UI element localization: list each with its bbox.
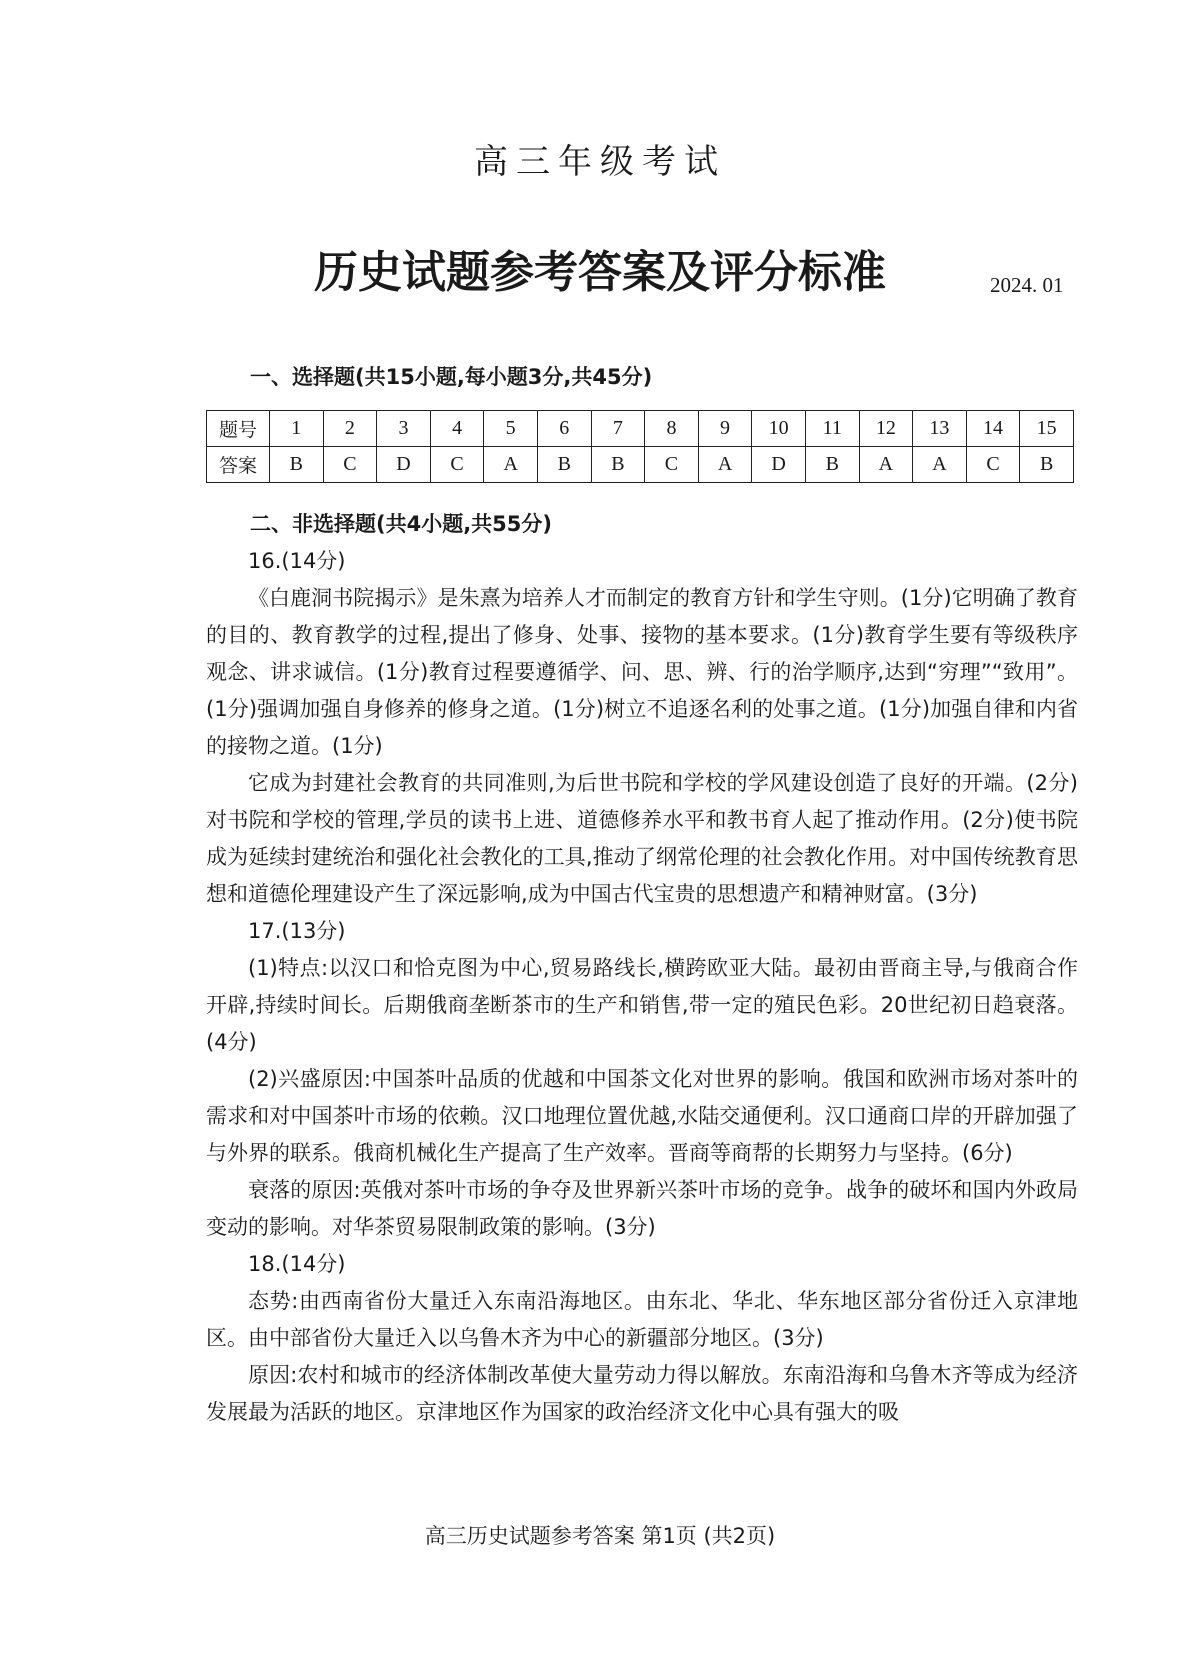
answer-paragraph: 态势:由西南省份大量迁入东南沿海地区。由东北、华北、华东地区部分省份迁入京津地区。由中部省份大量迁入以乌鲁木齐为中心的新疆部分地区。(3分) [206, 1289, 1078, 1350]
answer-cell: B [591, 447, 645, 483]
answer-cell: B [537, 447, 591, 483]
answer-cell: C [645, 447, 699, 483]
question-17-label: 17.(13分) [248, 919, 346, 943]
answer-table [206, 410, 1074, 483]
document-date: 2024. 01 [990, 273, 1064, 297]
answer-cell: A [913, 447, 967, 483]
section2-heading: 二、非选择题(共4小题,共55分) [250, 512, 553, 536]
answer-cell: C [966, 447, 1020, 483]
answer-cell: C [323, 447, 377, 483]
exam-title: 高三年级考试 [474, 142, 726, 182]
question-16-label: 16.(14分) [248, 549, 346, 573]
question-number-cell: 8 [645, 411, 699, 447]
answer-paragraph: 《白鹿洞书院揭示》是朱熹为培养人才而制定的教育方针和学生守则。(1分)它明确了教育的目的、教育教学的过程,提出了修身、处事、接物的基本要求。(1分)教育学生要有等级秩序观念、讲求诚信。(1分)教育过程要遵循学、问、思、辨、行的治学顺序,达到“穷理”“致用”。(1分)强调加强自身修养的修身之道。(1分)树立不追逐名利的处事之道。(1分)加强自律和内省的接物之道。(1分) [206, 586, 1078, 758]
question-number-row [207, 411, 1074, 447]
question-number-cell: 6 [537, 411, 591, 447]
answer-cell: A [859, 447, 913, 483]
answer-cell: B [805, 447, 859, 483]
question-number-cell: 12 [859, 411, 913, 447]
document-title: 历史试题参考答案及评分标准 [314, 247, 886, 298]
answer-paragraph: (1)特点:以汉口和恰克图为中心,贸易路线长,横跨欧亚大陆。最初由晋商主导,与俄商合作开辟,持续时间长。后期俄商垄断茶市的生产和销售,带一定的殖民色彩。20世纪初日趋衰落。(4分) [206, 956, 1078, 1054]
question-number-cell: 7 [591, 411, 645, 447]
question-18-label: 18.(14分) [248, 1252, 346, 1276]
answer-cell: A [698, 447, 752, 483]
question-number-cell: 3 [377, 411, 431, 447]
page-footer: 高三历史试题参考答案 第1页 (共2页) [424, 1524, 776, 1548]
question-number-cell: 4 [430, 411, 484, 447]
question-number-cell: 10 [752, 411, 806, 447]
answer-cell: B [270, 447, 324, 483]
answer-cell: A [484, 447, 538, 483]
answer-cell: D [377, 447, 431, 483]
answer-paragraph: 衰落的原因:英俄对茶叶市场的争夺及世界新兴茶叶市场的竞争。战争的破坏和国内外政局变动的影响。对华茶贸易限制政策的影响。(3分) [206, 1178, 1078, 1239]
answer-paragraph: (2)兴盛原因:中国茶叶品质的优越和中国茶文化对世界的影响。俄国和欧洲市场对茶叶的需求和对中国茶叶市场的依赖。汉口地理位置优越,水陆交通便利。汉口通商口岸的开辟加强了与外界的联系。俄商机械化生产提高了生产效率。晋商等商帮的长期努力与坚持。(6分) [206, 1067, 1078, 1165]
question-number-cell: 1 [270, 411, 324, 447]
answer-paragraph: 它成为封建社会教育的共同准则,为后世书院和学校的学风建设创造了良好的开端。(2分)对书院和学校的管理,学员的读书上进、道德修养水平和教书育人起了推动作用。(2分)使书院成为延续封建统治和强化社会教化的工具,推动了纲常伦理的社会教化作用。对中国传统教育思想和道德伦理建设产生了深远影响,成为中国古代宝贵的思想遗产和精神财富。(3分) [206, 771, 1078, 906]
question-number-cell: 11 [805, 411, 859, 447]
answer-body [206, 543, 1078, 1431]
answer-cell: B [1020, 447, 1074, 483]
question-number-cell: 2 [323, 411, 377, 447]
section1-heading: 一、选择题(共15小题,每小题3分,共45分) [250, 365, 653, 389]
question-number-label: 题号 [207, 411, 270, 447]
answer-cell: D [752, 447, 806, 483]
answer-row [207, 447, 1074, 483]
question-number-cell: 15 [1020, 411, 1074, 447]
answer-cell: C [430, 447, 484, 483]
question-number-cell: 9 [698, 411, 752, 447]
question-number-cell: 13 [913, 411, 967, 447]
answer-paragraph: 原因:农村和城市的经济体制改革使大量劳动力得以解放。东南沿海和乌鲁木齐等成为经济发展最为活跃的地区。京津地区作为国家的政治经济文化中心具有强大的吸 [206, 1363, 1078, 1424]
question-number-cell: 14 [966, 411, 1020, 447]
question-number-cell: 5 [484, 411, 538, 447]
answer-label: 答案 [207, 447, 270, 483]
